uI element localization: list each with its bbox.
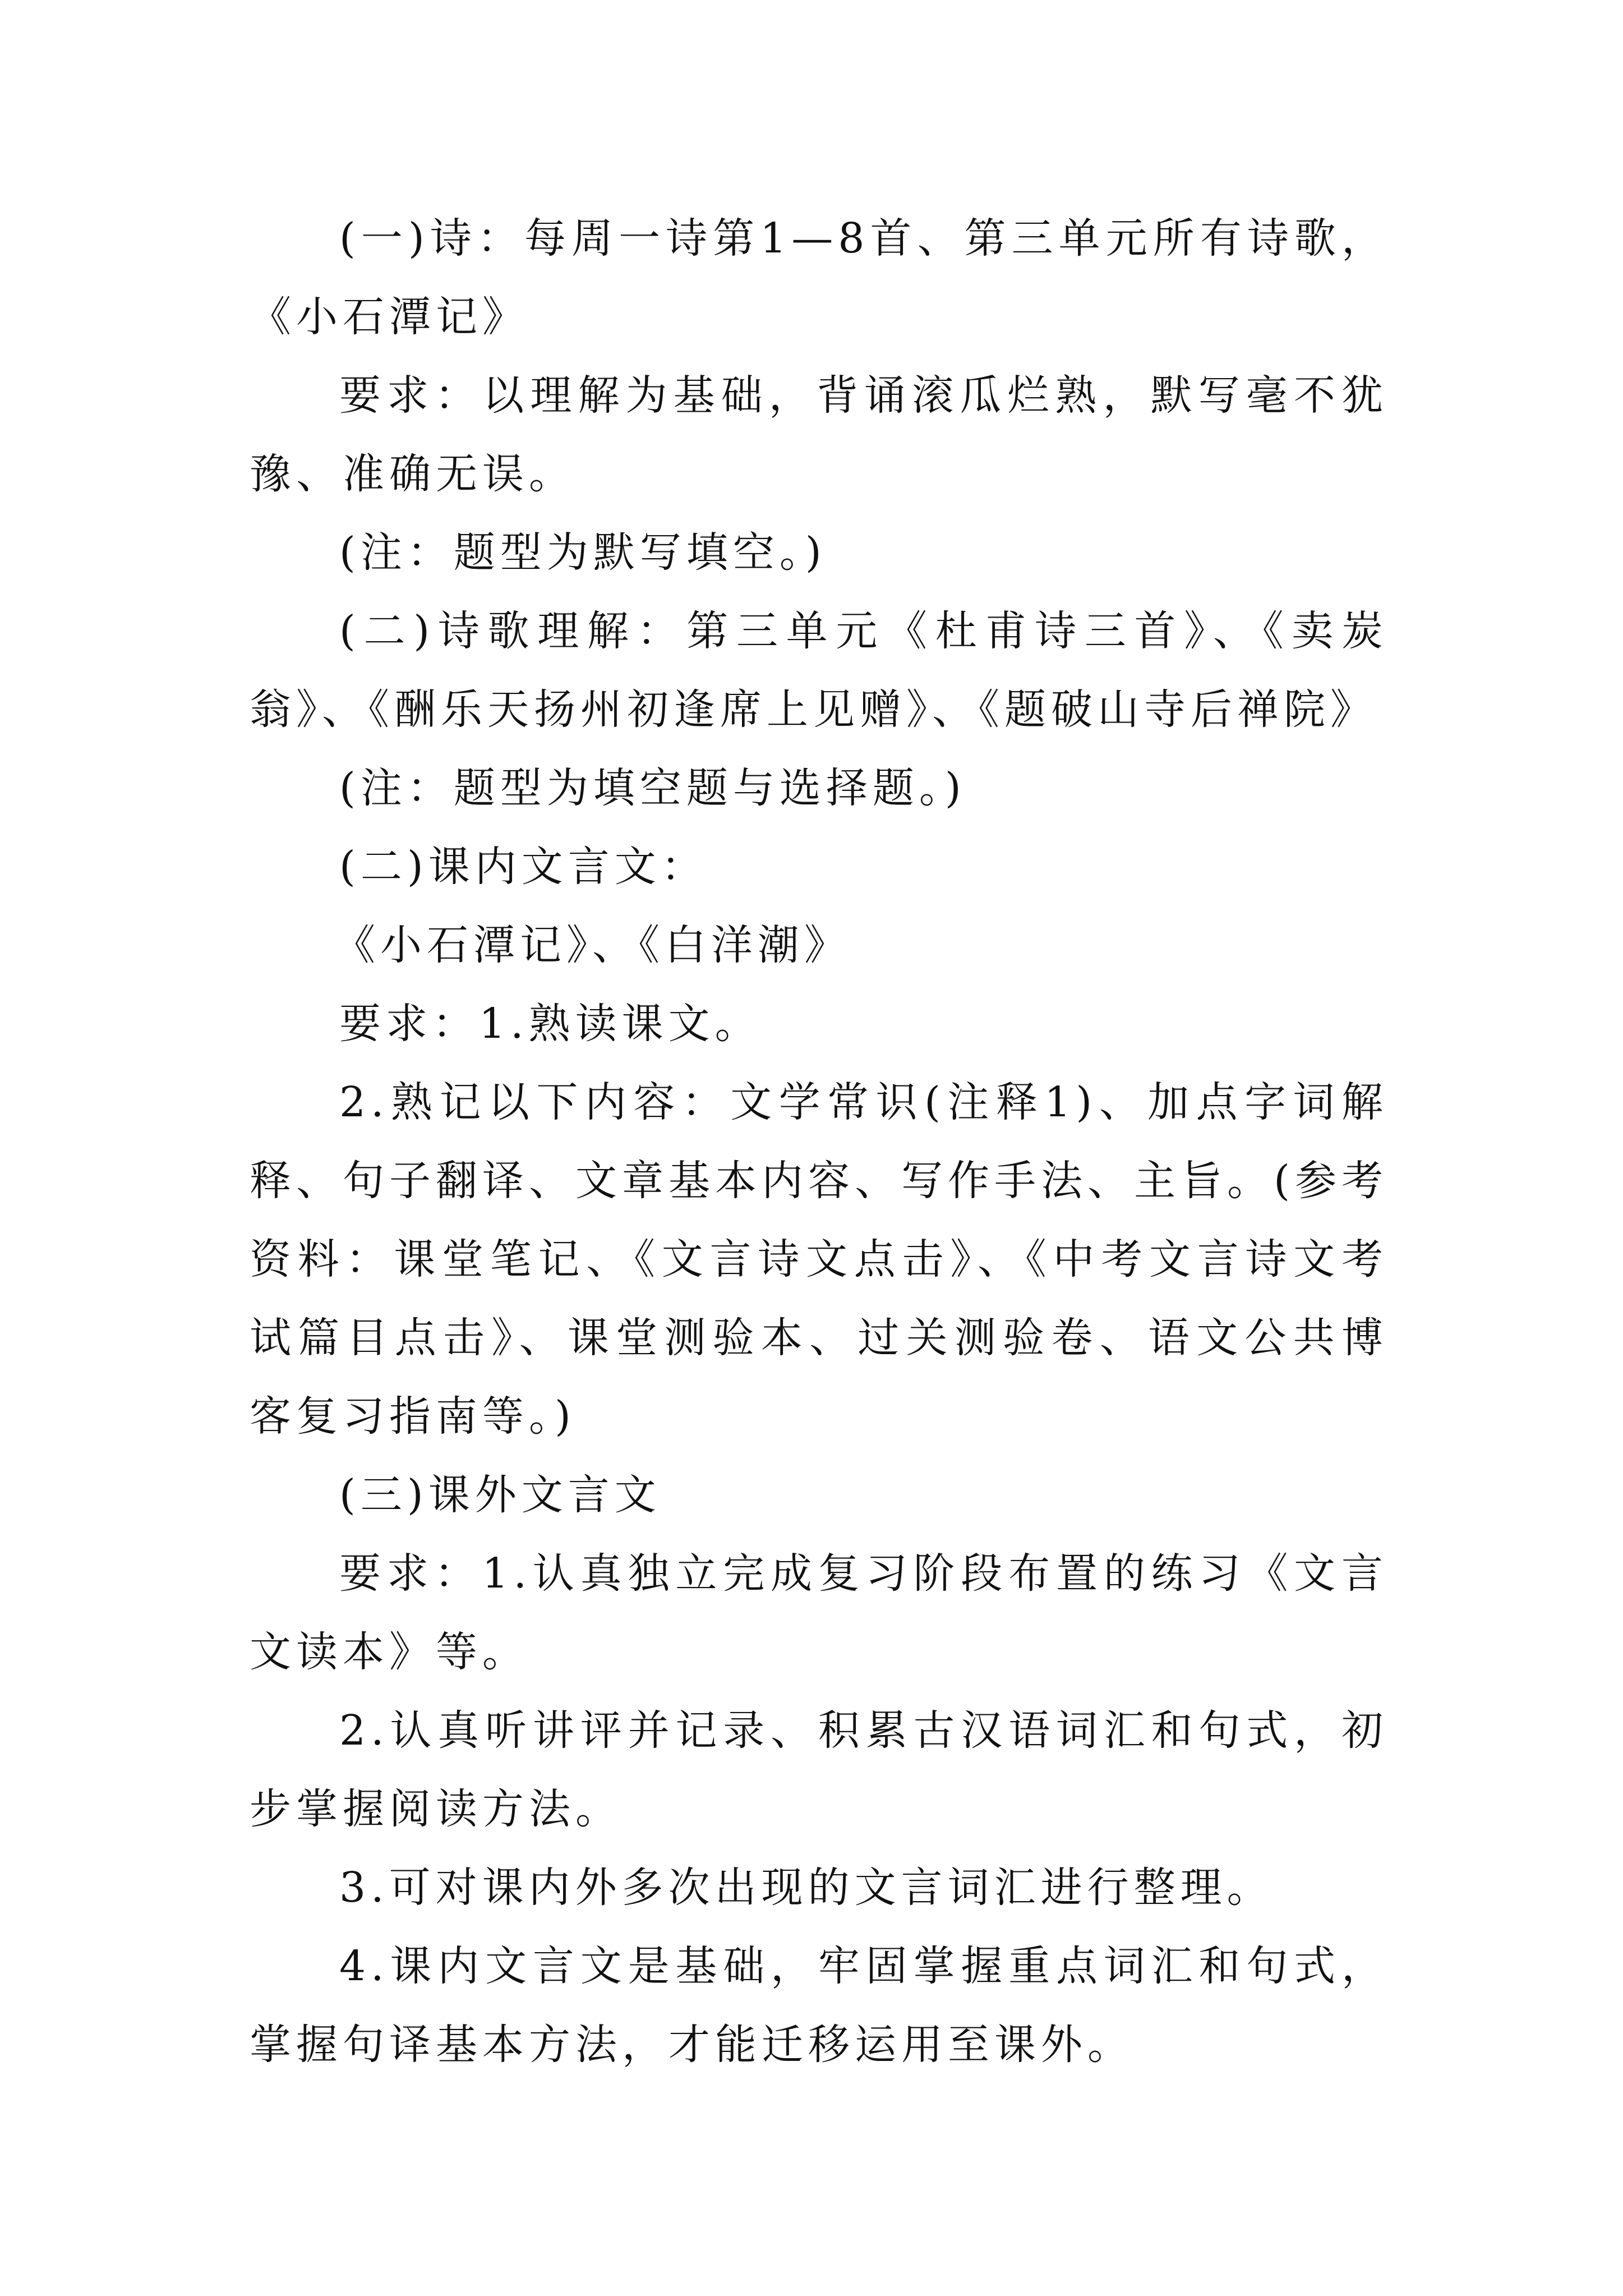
section-classical-in-class: (二)课内文言文： (339, 843, 708, 891)
extracurricular-requirement-4: 4.课内文言文是基础，牢固掌握重点词汇和句式，掌握句译基本方法，才能迁移运用至课外。 (250, 1942, 1388, 2069)
extracurricular-requirement-1: 要求：1.认真独立完成复习阶段布置的练习《文言文读本》等。 (250, 1549, 1388, 1676)
document-body (250, 199, 1388, 2084)
classical-in-class-texts: 《小石潭记》、《白洋潮》 (334, 921, 851, 969)
section-classical-extracurricular: (三)课外文言文 (339, 1471, 661, 1519)
classical-in-class-requirement-2: 2.熟记以下内容：文学常识(注释1)、加点字词解释、句子翻译、文章基本内容、写作手法、主旨。(参考资料：课堂笔记、《文言诗文点击》、《中考文言诗文考试篇目点击》、课堂测验本、过关测验卷、语文公共博客复习指南等。) (250, 1078, 1388, 1441)
poetry-understanding-note: (注：题型为填空题与选择题。) (339, 764, 966, 812)
section-poetry-heading: (一)诗：每周一诗第1—8首、第三单元所有诗歌，《小石潭记》 (250, 214, 1388, 341)
poetry-note: (注：题型为默写填空。) (339, 528, 827, 577)
extracurricular-requirement-3: 3.可对课内外多次出现的文言词汇进行整理。 (339, 1864, 1274, 1912)
section-poetry-understanding: (二)诗歌理解：第三单元《杜甫诗三首》、《卖炭翁》、《酬乐天扬州初逢席上见赠》、《题破山寺后禅院》 (250, 607, 1388, 734)
classical-in-class-requirement-1: 要求：1.熟读课文。 (339, 1000, 762, 1048)
poetry-requirement: 要求：以理解为基础，背诵滚瓜烂熟，默写毫不犹豫、准确无误。 (250, 371, 1388, 498)
extracurricular-requirement-2: 2.认真听讲评并记录、积累古汉语词汇和句式，初步掌握阅读方法。 (250, 1706, 1388, 1833)
